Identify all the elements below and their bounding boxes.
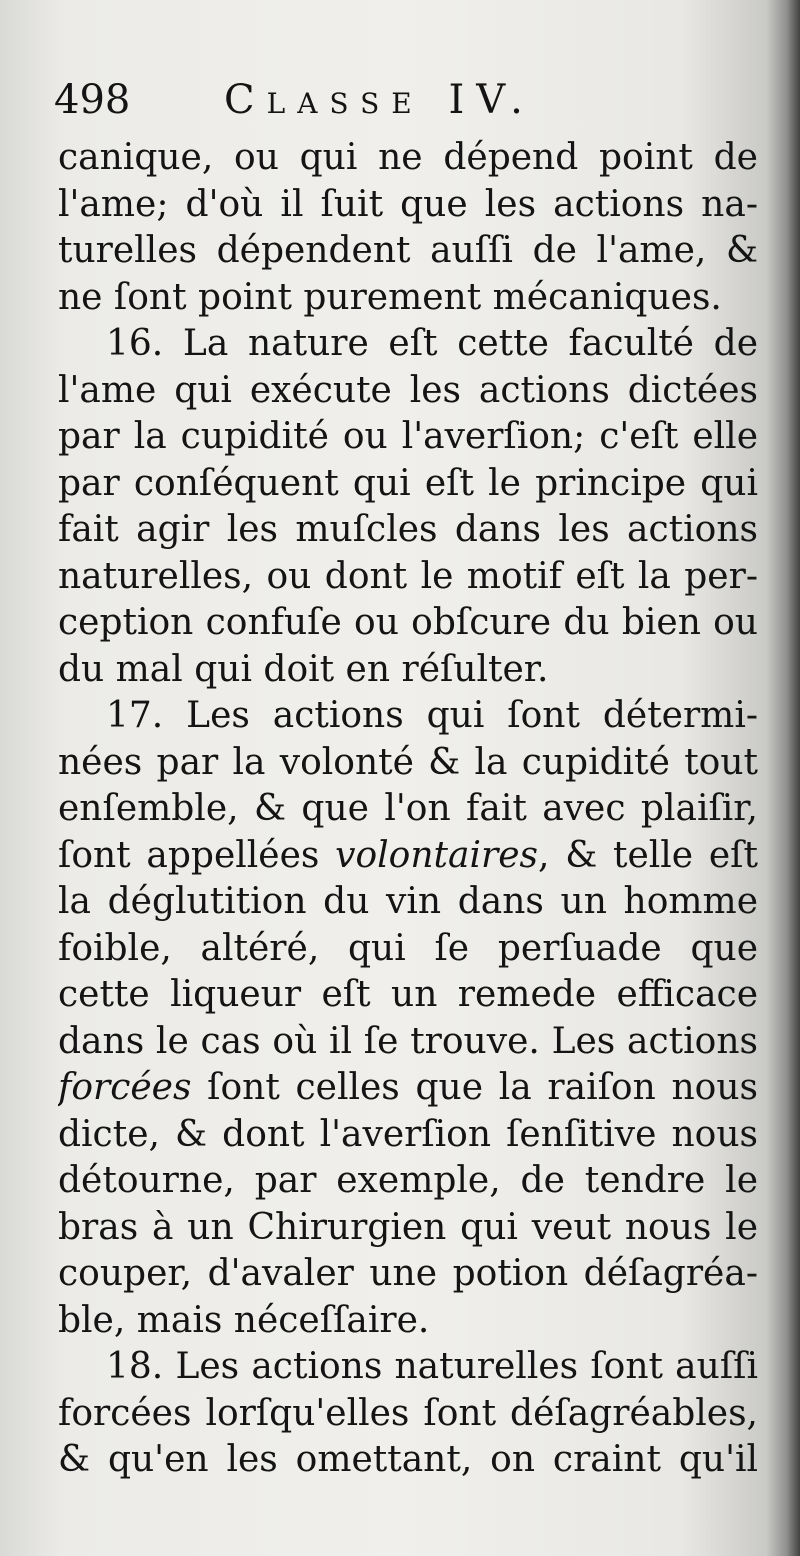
text-line: bras à un Chirurgien qui veut nous le	[58, 1206, 758, 1248]
page-number: 498	[54, 77, 131, 123]
text-line: par conſéquent qui eſt le principe qui	[58, 462, 758, 504]
text-line: canique, ou qui ne dépend point de	[58, 137, 758, 178]
line-text-post: , & telle eſt	[537, 834, 758, 876]
text-line: l'ame; d'où il ſuit que les actions na-	[58, 183, 758, 225]
text-line: naturelles, ou dont le motif eſt la per-	[58, 555, 758, 597]
text-line: l'ame qui exécute les actions dictées	[58, 369, 758, 411]
body-text	[58, 135, 758, 1484]
text-line: & qu'en les omettant, on craint qu'il	[58, 1439, 758, 1480]
text-line: du mal qui doit en réſulter.	[58, 648, 549, 690]
text-line: foible, altéré, qui ſe perſuade que	[58, 927, 758, 969]
text-line: ne ſont point purement mécaniques.	[58, 276, 722, 318]
running-head: Classe IV.	[224, 77, 535, 123]
line-text-pre: ſont appellées	[58, 834, 336, 876]
text-line: par la cupidité ou l'averſion; c'eſt elle	[58, 416, 758, 457]
italic-term-forcees: forcées	[58, 1067, 192, 1108]
italic-term-volontaires: volontaires	[335, 834, 538, 876]
text-line: turelles dépendent auſſi de l'ame, &	[58, 230, 758, 271]
paragraph-17-start: 17. Les actions qui ſont détermi-	[106, 695, 758, 736]
text-line: couper, d'avaler une potion déſagréa-	[58, 1253, 758, 1294]
text-line: enſemble, & que l'on fait avec plaiſir,	[58, 788, 758, 829]
text-line: dans le cas où il ſe trouve. Les actions	[58, 1020, 758, 1062]
text-line: la déglutition du vin dans un homme	[58, 881, 758, 922]
text-line: cette liqueur eſt un remede efficace	[58, 974, 758, 1015]
paragraph-16-start: 16. La nature eſt cette faculté de	[106, 323, 758, 364]
page-edge-shadow	[766, 0, 800, 1556]
text-line: détourne, par exemple, de tendre le	[58, 1160, 758, 1201]
text-line: ble, mais néceſſaire.	[58, 1299, 430, 1341]
text-line: ception confuſe ou obſcure du bien ou	[58, 602, 758, 643]
page-header	[54, 72, 754, 132]
paragraph-18-start: 18. Les actions naturelles ſont auſſi	[106, 1346, 758, 1387]
text-line: forcées lorſqu'elles ſont déſagréables,	[58, 1392, 758, 1434]
text-line: dicte, & dont l'averſion ſenſitive nous	[58, 1113, 758, 1155]
text-line: nées par la volonté & la cupidité tout	[58, 741, 758, 783]
text-line-with-italic	[58, 833, 758, 880]
text-line-with-italic	[58, 1065, 758, 1112]
text-line: fait agir les muſcles dans les actions	[58, 509, 758, 550]
line-text-post: ſont celles que la raiſon nous	[191, 1067, 758, 1108]
